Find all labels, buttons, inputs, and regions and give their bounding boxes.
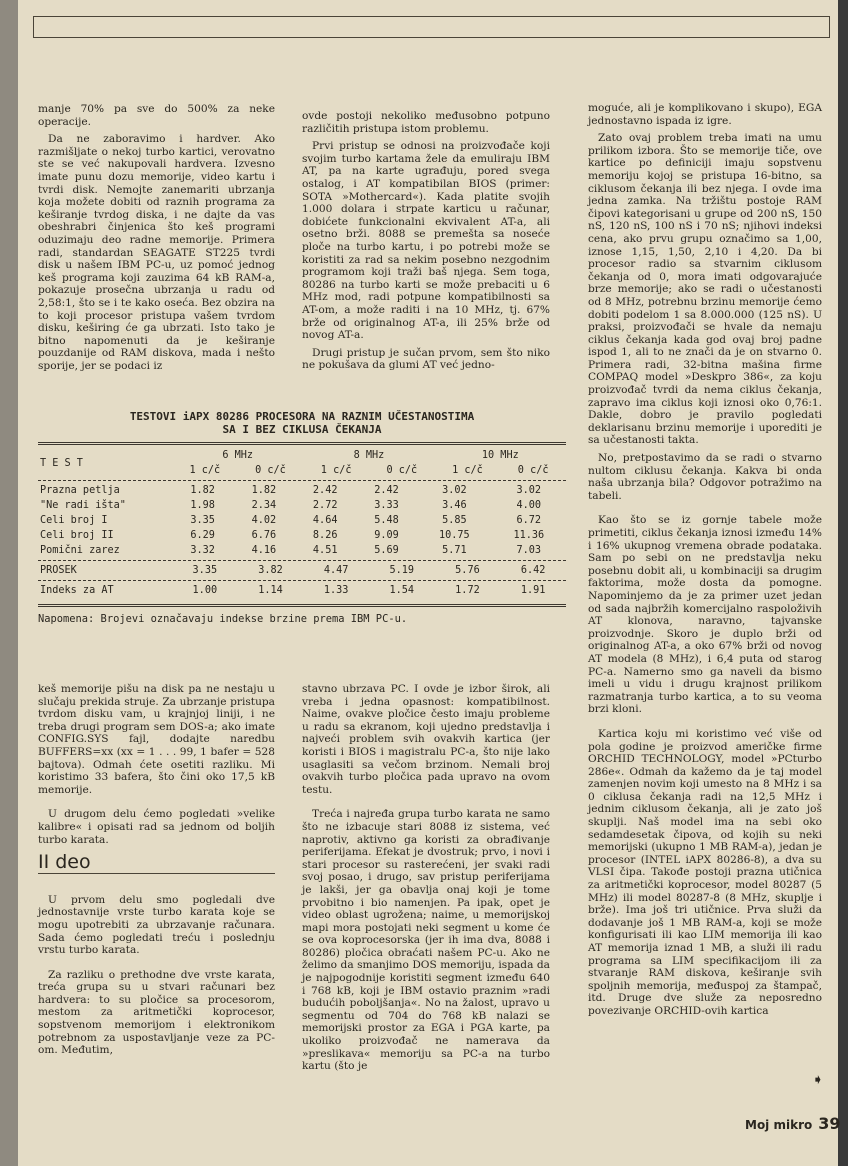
paragraph: stavno ubrzava PC. I ovde je izbor širok, ali vreba i jedna opasnost: kompatibilnost. Naime, ovakve pločice često imaju probleme u radu sa ekranom, koji ujedno predstavlja i najveći problem svih ovakvih kartica (jer koristi i BIOS i magistralu PC-a, što nije lako usaglasiti sa večom brzinom. Nemali broj ovakvih turbo pločica pada upravo na ovom testu. (302, 683, 550, 796)
paragraph: U drugom delu ćemo pogledati »velike kalibre« i opisati rad sa jednom od boljih turbo karata. (38, 808, 275, 846)
table-row (38, 498, 566, 513)
table-cell: 4.00 (516, 500, 542, 511)
table-cell: 2.34 (251, 500, 277, 511)
paragraph: Kao što se iz gornje tabele može primetiti, ciklus čekanja iznosi između 14% i 16% ukupnog vremena obrade podataka. Sam po sebi on ne predstavlja neku posebnu dobit ali, u kombinaciji sa drugim faktorima, može dosta da pomogne. Napominjemo da je za primer uzet jedan od sada najbržih komercijalno raspoloživih AT klonova, naravno, tajvanske proizvodnje. Skoro je duplo brži od originalnog AT-a, a oko 67% brži od novog AT modela (8 MHz), i 6,4 puta od starog PC-a. Namerno smo ga naveli da bismo imeli u vidu i drugu krajnost prilikom razmatranja turbo kartica, a to su veoma brzi kloni. (588, 514, 822, 716)
continue-arrow-icon: ➧ (812, 1072, 824, 1088)
table-cell: 9.09 (374, 530, 399, 541)
magazine-name: Moj mikro (745, 1118, 813, 1132)
table-cell: 6.42 (520, 565, 546, 576)
row-label: Celi broj II (40, 530, 114, 541)
table-cell: 7.03 (516, 545, 542, 556)
table-cell: 11.36 (513, 530, 545, 541)
table-cell: 1.00 (192, 585, 218, 596)
paragraph: Prvi pristup se odnosi na proizvođače koji svojim turbo kartama žele da emuliraju IBM AT, pa na karte ugrađuju, pored svega ostalog, i AT kompatibilan BIOS (primer: SOTA »Mothercard«). Kada platite svojih 1.000 dolara i strpate karticu u računar, dobićete funkcionalni ekvivalent AT-a, ali osetno brži. 8088 se premešta sa noseće ploče na turbo kartu, i po potrebi može se koristiti za rad sa nekim posebno nezgodnim programom koji traži baš njega. Sem toga, 80286 na turbo karti se može prebaciti u 6 MHz mod, radi potpune kompatibilnosti sa AT-om, a može raditi i na 10 MHz, tj. 67% brže od originalnog AT-a, ili 25% brže od novog AT-a. (302, 140, 550, 342)
table-cell: 3.82 (258, 565, 283, 576)
test-label: T E S T (40, 457, 83, 469)
cycle-header: 0 c/č (517, 465, 549, 476)
table-cell: 1.82 (190, 485, 215, 496)
table-subtitle: SA I BEZ CIKLUSA ČEKANJA (222, 423, 382, 436)
table-cell: 5.85 (442, 515, 467, 526)
table-average (38, 563, 566, 578)
table-row (38, 583, 566, 598)
paragraph: Da ne zaboravimo i hardver. Ako razmišljate o nekoj turbo kartici, verovatno ste se već nakupovali hardvera. Izvesno imate punu dozu memorije, video kartu i tvrdi disk. Nemojte zanemariti ubrzanja koja možete dobiti od raznih programa za keširanje tvrdog diska, i ne dajte da vas obeshrabri činjenica što keš programi oduzimaju deo radne memorije. Primera radi, standardan SEAGATE ST225 tvrdi disk u našem IBM PC-u, uz pomoć jednog keš programa koji zauzima 64 kB RAM-a, pokazuje prosečna ubrzanja u radu od 2,58:1, što se i te kako oseća. Bez obzira na to koji procesor pristupa vašem tvrdom disku, keširing će ga ubrzati. Isto tako je bitno napomenuti da je keširanje pouzdanije od RAM diskova, mada i nešto sporije, jer se podaci iz (38, 133, 275, 372)
row-label: "Ne radi išta" (40, 500, 126, 511)
table-header-row (38, 448, 566, 463)
column-3 (588, 102, 822, 1023)
table-cell: 3.02 (516, 485, 542, 496)
page-footer (745, 1114, 841, 1133)
table-body (38, 483, 566, 558)
paragraph: Drugi pristup je sučan prvom, sem što niko ne pokušava da glumi AT već jedno- (302, 346, 550, 372)
table-cell: 2.42 (312, 485, 338, 496)
row-label: PROSEK (40, 565, 77, 576)
table-cell: 1.72 (455, 585, 480, 596)
row-label: Pomični zarez (40, 545, 120, 556)
table-cell: 1.82 (251, 485, 277, 496)
row-label: Celi broj I (40, 515, 108, 526)
table-cell: 3.46 (442, 500, 467, 511)
table-cell: 1.33 (323, 585, 349, 596)
table-cell: 1.54 (389, 585, 415, 596)
paragraph: No, pretpostavimo da se radi o stvarno nultom ciklusu čekanja. Kakva bi onda naša ubrzanja bila? Odgovor potražimo na tabeli. (588, 452, 822, 502)
paragraph: Treća i najređa grupa turbo karata ne samo što ne izbacuje stari 8088 iz sistema, već naprotiv, aktivno ga koristi za obrađivanje periferijama. Efekat je dvostruk; prvo, i novi i stari procesor su rasterećeni, jer svaki radi svoj posao, i drugo, sav pristup periferijama je lakši, jer ga obavlja onaj koji je tome prvobitno i bio namenjen. Pa ipak, opet je video oblast ugrožena; naime, u memorijskoj mapi mora postojati neki segment u kome će se ova koprocesorska (jer ih ima dva, 8088 i 80286) pločica obraćati našem PC-u. Ako ne želimo da smanjimo DOS memoriju, ispada da je najpogodnije koristiti segment između 640 i 768 kB, koji je IBM ostavio praznim »radi budućih poboljšanja«. No na žalost, upravo u segmentu od 704 do 768 kB nalazi se memorijski prostor za EGA i PGA karte, pa ukoliko proizvođač ne namerava da »preslikava« memoriju sa PC-a na turbo kartu (što je (302, 808, 550, 1073)
table-cell: 8.26 (312, 530, 338, 541)
table-cell: 5.76 (455, 565, 480, 576)
column-2-bottom (302, 683, 550, 1078)
freq-header: 6 MHz (222, 450, 253, 461)
paragraph: manje 70% pa sve do 500% za neke operacije. (38, 103, 275, 128)
table-cell: 2.42 (374, 485, 399, 496)
column-1-top (38, 103, 275, 377)
table-cell: 4.47 (323, 565, 349, 576)
table-cell: 5.69 (374, 545, 399, 556)
cycle-header: 1 c/č (452, 465, 483, 476)
table-index (38, 583, 566, 598)
table-cell: 4.02 (251, 515, 277, 526)
table-cell: 4.51 (312, 545, 338, 556)
table-cell: 6.72 (516, 515, 542, 526)
table-row (38, 483, 566, 498)
table-cell: 2.72 (312, 500, 338, 511)
table-cell: 3.35 (190, 515, 215, 526)
table-cell: 3.35 (192, 565, 218, 576)
column-1-bottom (38, 683, 275, 1062)
table-cell: 3.32 (190, 545, 215, 556)
freq-header: 8 MHz (353, 450, 385, 461)
header-frame (33, 16, 830, 38)
table-title: TESTOVI iAPX 80286 PROCESORA NA RAZNIM UČESTANOSTIMA (129, 410, 475, 423)
paragraph: U prvom delu smo pogledali dve jednostavnije vrste turbo karata koje se mogu upotrebiti za ubrzavanje računara. Sada ćemo pogledati treću i poslednju vrstu turbo karata. (38, 893, 275, 957)
page-number: 39 (818, 1114, 841, 1133)
paragraph: moguće, ali je komplikovano i skupo), EGA jednostavno ispada iz igre. (588, 102, 822, 127)
table-cell: 1.14 (258, 585, 283, 596)
cycle-header: 0 c/č (255, 465, 286, 476)
table-cell: 5.71 (442, 545, 467, 556)
section-heading: II deo (38, 856, 275, 874)
double-rule (38, 604, 566, 607)
paragraph: ovde postoji nekoliko međusobno potpuno različitih pristupa istom problemu. (302, 110, 550, 135)
table-grid (38, 448, 566, 478)
table-cell: 5.48 (374, 515, 399, 526)
scan-right-edge (838, 0, 848, 1166)
table-row (38, 528, 566, 543)
table-cell: 5.19 (389, 565, 415, 576)
table-cell: 3.33 (374, 500, 399, 511)
paragraph: Kartica koju mi koristimo već više od pola godine je proizvod američke firme ORCHID TECHNOLOGY, model »PCturbo 286e«. Odmah da kažemo da je taj model zamenjen novim koji umesto na 8 MHz i sa 0 ciklusa čekanja radi na 12,5 MHz i jednim ciklusom čekanja, ali je zato još skuplji. Naš model ima na sebi oko sedamdesetak čipova, od kojih su neki memorijski (ukupno 1 MB RAM-a), jedan je procesor (INTEL iAPX 80286-8), a dva su VLSI čipa. Takođe postoji prazna utičnica za aritmetički koprocesor, model 80287 (5 MHz) ili model 80287-8 (8 MHz, skuplje i brže). Ima još tri utičnice. Prva služi da dodavanje još 1 MB RAM-a, koji se može konfigurisati ili kao LIM memorija ili kao AT memorija iznad 1 MB, a služi ili radu programa sa LIM specifikacijom ili za stvaranje RAM diskova, keširanje svih spoljnih memorija, međuspoj za štampač, itd. Druge dve služe za neposredno povezivanje ORCHID-ovih kartica (588, 727, 822, 1017)
table-cell: 1.91 (520, 585, 546, 596)
paragraph: Za razliku o prethodne dve vrste karata, treća grupa su u stvari računari bez hardvera: to su pločice sa procesorom, mestom za aritmetički koprocesor, sopstvenom memorijom i elektronikom potrebnom za uspostavljanje veze za PC-om. Međutim, (38, 968, 275, 1057)
column-2-top (302, 110, 550, 377)
scan-left-edge (0, 0, 18, 1166)
freq-header: 10 MHz (481, 450, 519, 461)
dash-rule (38, 480, 566, 481)
row-label: Indeks za AT (40, 585, 114, 596)
dash-rule (38, 580, 566, 581)
table-cell: 10.75 (439, 530, 470, 541)
table-note: Napomena: Brojevi označavaju indekse brzine prema IBM PC-u. (38, 613, 408, 625)
table-cell: 1.98 (190, 500, 215, 511)
table-row (38, 513, 566, 528)
table-row (38, 563, 566, 578)
benchmark-table (38, 410, 566, 625)
table-cell: 4.64 (312, 515, 338, 526)
row-label: Prazna petlja (40, 485, 120, 496)
cycle-header: 1 c/č (320, 465, 352, 476)
table-row (38, 543, 566, 558)
cycle-header: 0 c/č (386, 465, 418, 476)
double-rule (38, 442, 566, 445)
cycle-header: 1 c/č (189, 465, 221, 476)
paragraph: Zato ovaj problem treba imati na umu prilikom izbora. Što se memorije tiče, ove kartice po definiciji imaju sopstvenu memoriju kojoj se pristupa 16-bitno, sa ciklusom čekanja ili bez njega. I ovde ima jedna zamka. Na tržištu postoje RAM čipovi kategorisani u grupe od 200 nS, 150 nS, 120 nS, 100 nS i 70 nS; njihovi indeksi cena, ako prvu grupu označimo sa 1,00, iznose 1,15, 1,50, 2,10 i 4,20. Da bi procesor radio sa stvarnim ciklusom čekanja od 0, mora imati odgovarajuće brze memorije; ako se radi o učestanosti od 8 MHz, potrebnu brzinu memorije ćemo dobiti podelom 1 sa 8.000.000 (125 nS). U praksi, proizvođači se hvale da nemaju ciklus čekanja kada god ovaj broj padne ispod 1, ali to ne znači da je on stvarno 0. Primera radi, 32-bitna mašina firme COMPAQ model »Deskpro 386«, za koju proizvođač tvrdi da nema ciklus čekanja, zapravo ima ciklus koji iznosi oko 0,76:1. Dakle, dobro je pravilo pogledati deklarisanu brzinu memorije i uporediti je sa učestanosti takta. (588, 132, 822, 447)
table-cell: 3.02 (442, 485, 467, 496)
table-cell: 6.29 (190, 530, 215, 541)
paragraph: keš memorije pišu na disk pa ne nestaju u slučaju prekida struje. Za ubrzanje pristupa tvrdom disku vam, u krajnjoj liniji, i ne treba drugi program sem DOS-a; ako imate CONFIG.SYS fajl, dodajte naredbu BUFFERS=xx (xx = 1 . . . 99, 1 bafer = 528 bajtova). Odmah ćete osetiti razliku. Mi koristimo 33 bafera, što čini oko 17,5 kB memorije. (38, 683, 275, 796)
table-cell: 4.16 (251, 545, 277, 556)
dash-rule (38, 560, 566, 561)
table-cell: 6.76 (251, 530, 277, 541)
